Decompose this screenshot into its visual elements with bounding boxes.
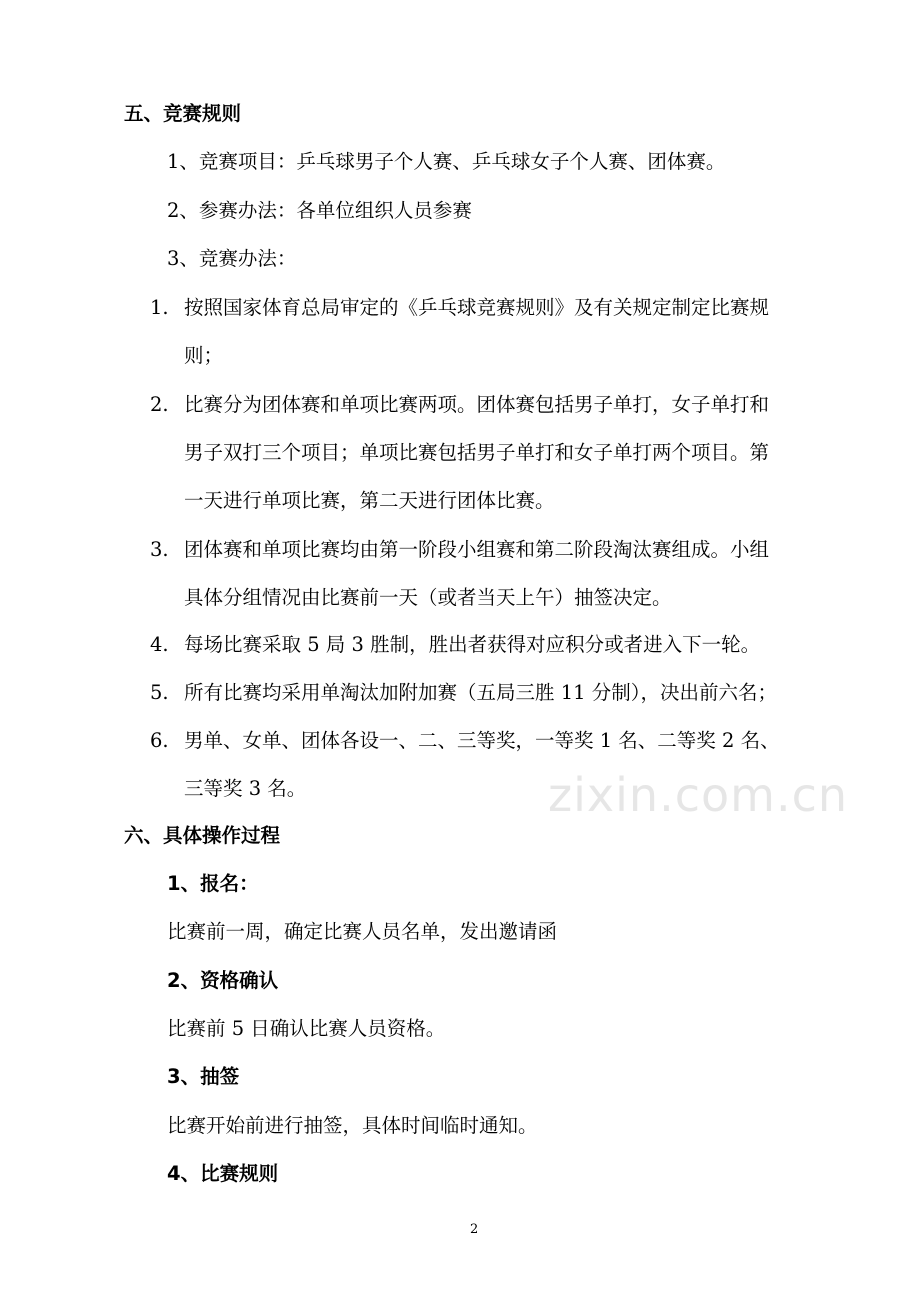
step-title: 1、报名： xyxy=(167,872,259,895)
rule-text: 每场比赛采取 5 局 3 胜制，胜出者获得对应积分或者进入下一轮。 xyxy=(184,633,761,656)
rule-item-2: 2、参赛办法：各单位组织人员参赛 xyxy=(167,199,472,222)
step-title: 2、资格确认 xyxy=(167,969,279,992)
watermark: zixin.com.cn xyxy=(548,768,849,822)
rule-text: 团体赛和单项比赛均由第一阶段小组赛和第二阶段淘汰赛组成。小组 xyxy=(184,538,770,561)
step-text: 比赛前 5 日确认比赛人员资格。 xyxy=(167,1017,446,1040)
rule-number: 3. xyxy=(150,538,169,561)
section-heading-5: 五、竞赛规则 xyxy=(124,102,242,125)
rule-number: 2. xyxy=(150,393,169,416)
rule-item-1: 1、竞赛项目：乒乓球男子个人赛、乒乓球女子个人赛、团体赛。 xyxy=(167,150,726,173)
rule-number: 6. xyxy=(150,729,169,752)
rule-text: 一天进行单项比赛，第二天进行团体比赛。 xyxy=(184,489,555,512)
step-text: 比赛前一周，确定比赛人员名单，发出邀请函 xyxy=(167,920,558,943)
rule-number: 5. xyxy=(150,681,169,704)
rule-text: 则； xyxy=(184,344,224,367)
rule-number: 1. xyxy=(150,296,169,319)
rule-text: 所有比赛均采用单淘汰加附加赛（五局三胜 11 分制），决出前六名； xyxy=(184,681,777,704)
rule-text: 具体分组情况由比赛前一天（或者当天上午）抽签决定。 xyxy=(184,586,672,609)
section-heading-6: 六、具体操作过程 xyxy=(124,824,281,847)
rule-text: 三等奖 3 名。 xyxy=(184,777,307,800)
rule-text: 男子双打三个项目；单项比赛包括男子单打和女子单打两个项目。第 xyxy=(184,441,770,464)
step-title: 3、抽签 xyxy=(167,1065,240,1088)
rule-text: 男单、女单、团体各设一、二、三等奖，一等奖 1 名、二等奖 2 名、 xyxy=(184,729,780,752)
step-title: 4、比赛规则 xyxy=(167,1162,279,1185)
rule-text: 比赛分为团体赛和单项比赛两项。团体赛包括男子单打，女子单打和 xyxy=(184,393,770,416)
rule-number: 4. xyxy=(150,633,169,656)
rule-item-3: 3、竞赛办法： xyxy=(167,247,297,270)
page-number: 2 xyxy=(470,1222,479,1237)
rule-text: 按照国家体育总局审定的《乒乓球竞赛规则》及有关规定制定比赛规 xyxy=(184,296,770,319)
step-text: 比赛开始前进行抽签，具体时间临时通知。 xyxy=(167,1114,538,1137)
